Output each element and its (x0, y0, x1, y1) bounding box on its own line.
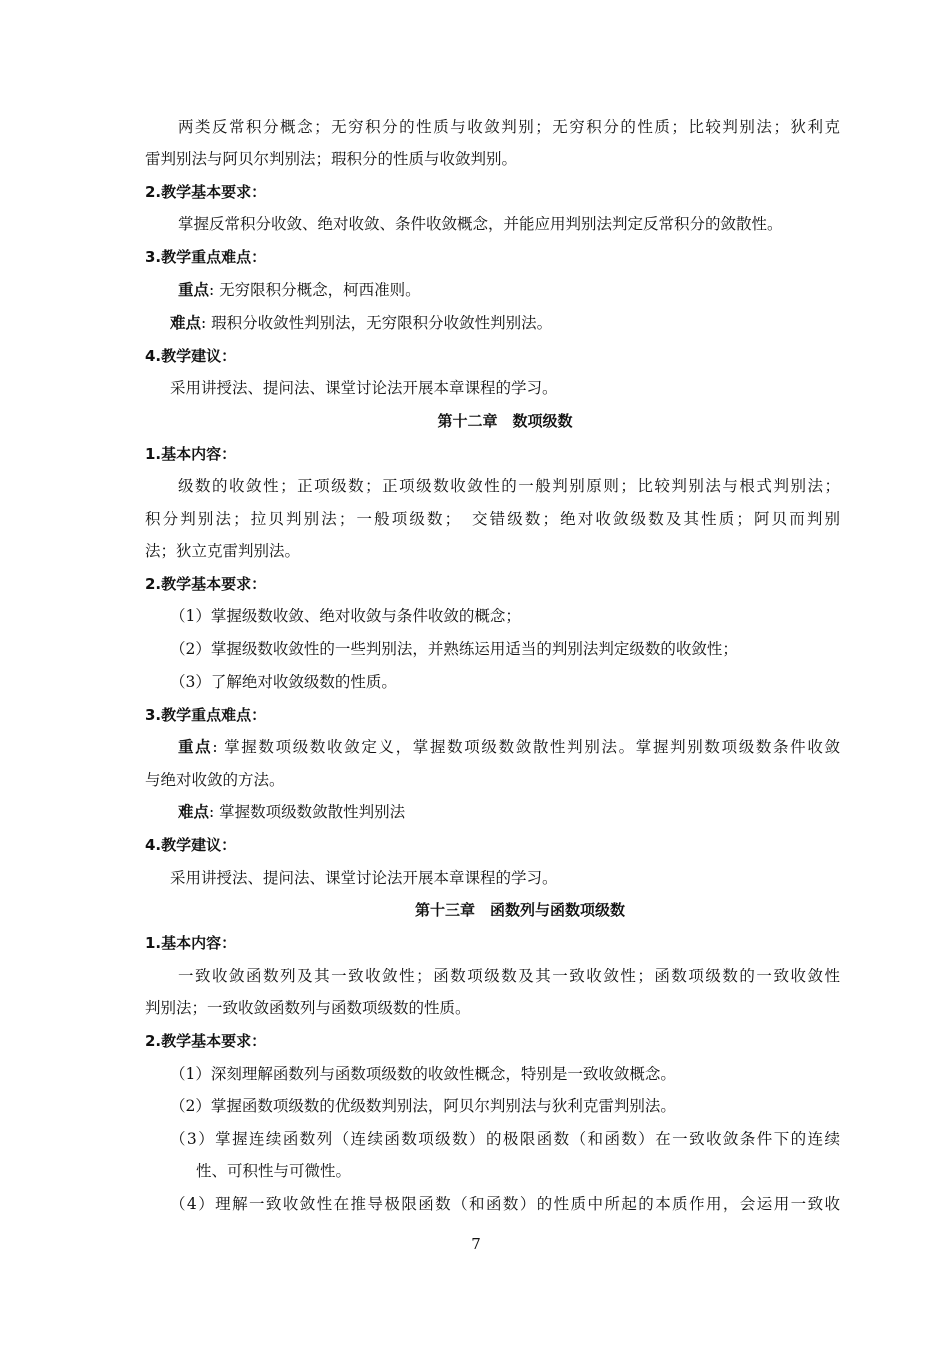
paragraph-line: 一致收敛函数列及其一致收敛性；函数项级数及其一致收敛性；函数项级数的一致收敛性 (178, 967, 840, 985)
page-number: 7 (471, 1235, 481, 1253)
key-point-label: 重点 (178, 738, 213, 756)
section-heading: 3.教学重点难点： (145, 248, 267, 266)
paragraph-line: 两类反常积分概念；无穷积分的性质与收敛判别；无穷积分的性质；比较判别法；狄利克 (178, 118, 840, 136)
difficulty-label: 难点 (170, 314, 202, 332)
section-heading: 2.教学基本要求： (145, 1032, 267, 1050)
list-item: （1）深刻理解函数列与函数项级数的收敛性概念，特别是一致收敛概念。 (170, 1065, 676, 1083)
difficulty-text: : 瑕积分收敛性判别法，无穷限积分收敛性判别法。 (201, 314, 553, 332)
section-heading: 1.基本内容： (145, 445, 237, 463)
chapter-title: 第十三章 函数列与函数项级数 (414, 901, 625, 919)
difficulty-text: : 掌握数项级数敛散性判别法 (209, 803, 406, 821)
section-heading: 2.教学基本要求： (145, 575, 267, 593)
list-item: （2）掌握级数收敛性的一些判别法，并熟练运用适当的判别法判定级数的收敛性； (170, 640, 738, 658)
key-point-text: : 无穷限积分概念，柯西准则。 (209, 281, 421, 299)
paragraph-line: 采用讲授法、提问法、课堂讨论法开展本章课程的学习。 (170, 379, 558, 397)
difficulty-label: 难点 (178, 803, 210, 821)
section-heading: 3.教学重点难点： (145, 706, 267, 724)
chapter-title: 第十二章 数项级数 (437, 412, 573, 430)
list-item: （4）理解一致收敛性在推导极限函数（和函数）的性质中所起的本质作用，会运用一致收 (170, 1195, 840, 1213)
difficulty-line (178, 802, 873, 822)
paragraph-line: 级数的收敛性；正项级数；正项级数收敛性的一般判别原则；比较判别法与根式判别法； (178, 477, 840, 495)
list-item: （1）掌握级数收敛、绝对收敛与条件收敛的概念； (170, 607, 521, 625)
key-point-text: : 掌握数项级数收敛定义，掌握数项级数敛散性判别法。掌握判别数项级数条件收敛 (212, 738, 840, 756)
paragraph-line: 掌握反常积分收敛、绝对收敛、条件收敛概念，并能应用判别法判定反常积分的敛散性。 (178, 215, 783, 233)
list-item: （3）了解绝对收敛级数的性质。 (170, 673, 397, 691)
key-point-line (178, 737, 840, 757)
key-point-label: 重点 (178, 281, 210, 299)
list-item: （3）掌握连续函数列（连续函数项级数）的极限函数（和函数）在一致收敛条件下的连续 (170, 1130, 840, 1148)
difficulty-line (170, 313, 865, 333)
section-heading: 2.教学基本要求： (145, 183, 267, 201)
paragraph-line: 采用讲授法、提问法、课堂讨论法开展本章课程的学习。 (170, 869, 558, 887)
section-heading: 4.教学建议： (145, 347, 237, 365)
section-heading: 4.教学建议： (145, 836, 237, 854)
list-item: （2）掌握函数项级数的优级数判别法，阿贝尔判别法与狄利克雷判别法。 (170, 1097, 676, 1115)
paragraph-line: 法；狄立克雷判别法。 (145, 542, 301, 560)
list-item-continuation: 性、可积性与可微性。 (196, 1162, 352, 1180)
paragraph-line: 雷判别法与阿贝尔判别法；瑕积分的性质与收敛判别。 (145, 150, 518, 168)
paragraph-line: 与绝对收敛的方法。 (145, 771, 285, 789)
key-point-line (178, 280, 873, 300)
paragraph-line: 积分判别法；拉贝判别法；一般项级数； 交错级数；绝对收敛级数及其性质；阿贝而判别 (145, 510, 840, 528)
section-heading: 1.基本内容： (145, 934, 237, 952)
paragraph-line: 判别法；一致收敛函数列与函数项级数的性质。 (145, 999, 471, 1017)
